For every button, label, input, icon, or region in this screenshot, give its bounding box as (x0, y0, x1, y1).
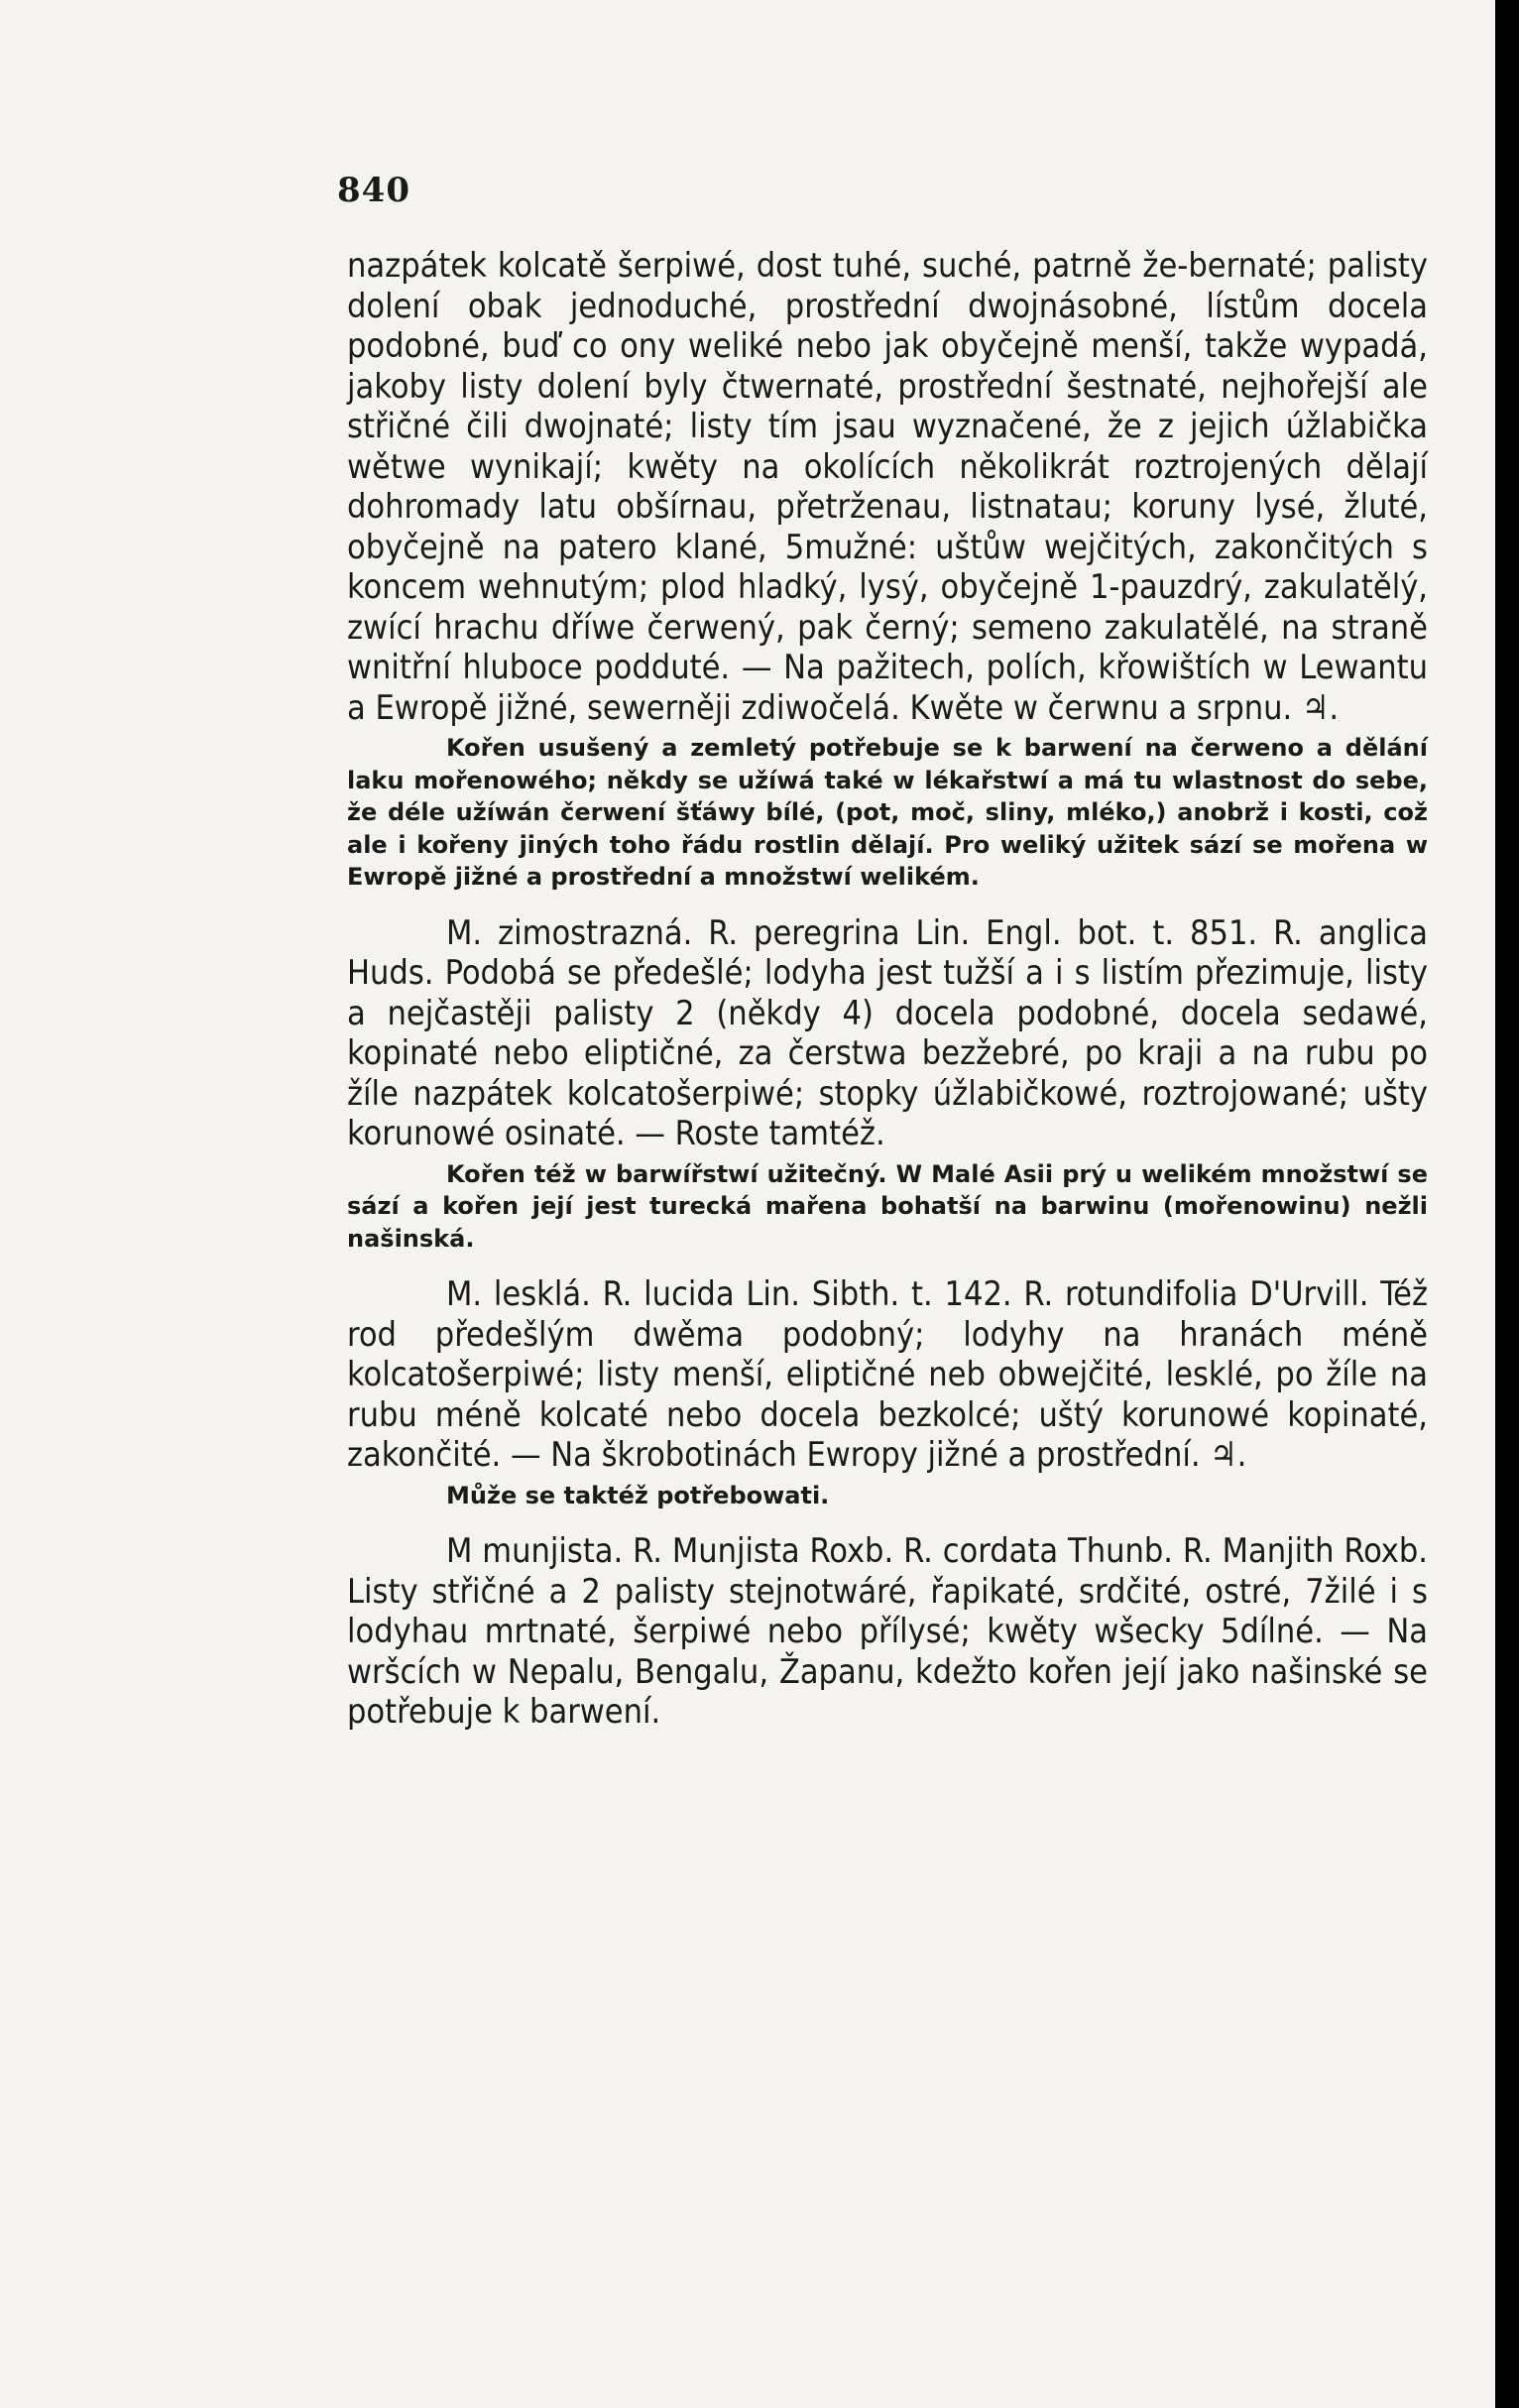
paragraph-species-leskla: M. lesklá. R. lucida Lin. Sibth. t. 142. R. rotundifolia D'Urvill. Též rod předešlým dwěma podobný; lodyhy na hranách méně kolcatošerpiwé; listy menší, eliptičné neb obwejčité, lesklé, po žíle na rubu méně kolcaté nebo docela bezkolcé; uštý korunowé kopinaté, zakončité. — Na škrobotinách Ewropy jižné a prostřední. ♃. (347, 1274, 1428, 1475)
paragraph-description-continued: nazpátek kolcatě šerpiwé, dost tuhé, suché, patrně že-bernaté; palisty dolení obak jednoduché, prostřední dwojnásobné, lístům docela podobné, buď co ony weliké nebo jak obyčejně menší, takže wypadá, jakoby listy dolení byly čtwernaté, prostřední šestnaté, nejhořejší ale střičné čili dwojnaté; listy tím jsau wyznačené, že z jejich úžlabička wětwe wynikají; kwěty na okolících několikrát roztrojených dělají dohromady latu obšírnau, přetrženau, listnatau; koruny lysé, žluté, obyčejně na patero klané, 5mužné: uštůw wejčitých, zakončitých s koncem wehnutým; plod hladký, lysý, obyčejně 1-pauzdrý, zakulatělý, zwící hrachu dříwe čerwený, pak černý; semeno zakulatělé, na straně wnitřní hluboce podduté. — Na pažitech, polích, křowištích w Lewantu a Ewropě jižné, sewerněji zdiwočelá. Kwěte w čerwnu a srpnu. ♃. (347, 246, 1428, 728)
page-content (347, 246, 1428, 1733)
note-root-usage: Kořen usušený a zemletý potřebuje se k barwení na čerweno a dělání laku mořenowého; někdy se užíwá také w lékařstwí a má tu wlastnost do sebe, že déle užíwán čerwení šťáwy bílé, (pot, moč, sliny, mléko,) anobrž i kosti, což ale i kořeny jiných toho řádu rostlin dělají. Pro weliký užitek sází se mořena w Ewropě jižné a prostřední a množstwí welikém. (347, 734, 1428, 891)
note-root-dyeing: Kořen též w barwířstwí užitečný. W Malé Asii prý u welikém množstwí se sází a kořen její jest turecká mařena bohatší na barwinu (mořenowinu) nežli našinská. (347, 1159, 1428, 1253)
page-number: 840 (337, 171, 410, 210)
note-also-usable: Může se taktéž potřebowati. (446, 1481, 830, 1509)
paragraph-species-munjista: M munjista. R. Munjista Roxb. R. cordata Thunb. R. Manjith Roxb. Listy střičné a 2 palisty stejnotwáré, řapikaté, srdčité, ostré, 7žilé i s lodyhau mrtnaté, šerpiwé nebo přílysé; kwěty wšecky 5dílné. — Na wršcích w Nepalu, Bengalu, Žapanu, kdežto kořen její jako našinské se potřebuje k barwení. (347, 1531, 1428, 1732)
paragraph-species-zimostrazna: M. zimostrazná. R. peregrina Lin. Engl. bot. t. 851. R. anglica Huds. Podobá se předešlé; lodyha jest tužší a i s listím přezimuje, listy a nejčastěji palisty 2 (někdy 4) docela podobné, docela sedawé, kopinaté nebo eliptičné, za čerstwa bezžebré, po kraji a na rubu po žíle nazpátek kolcatošerpiwé; stopky úžlabičkowé, roztrojowané; ušty korunowé osinaté. — Roste tamtéž. (347, 912, 1428, 1153)
